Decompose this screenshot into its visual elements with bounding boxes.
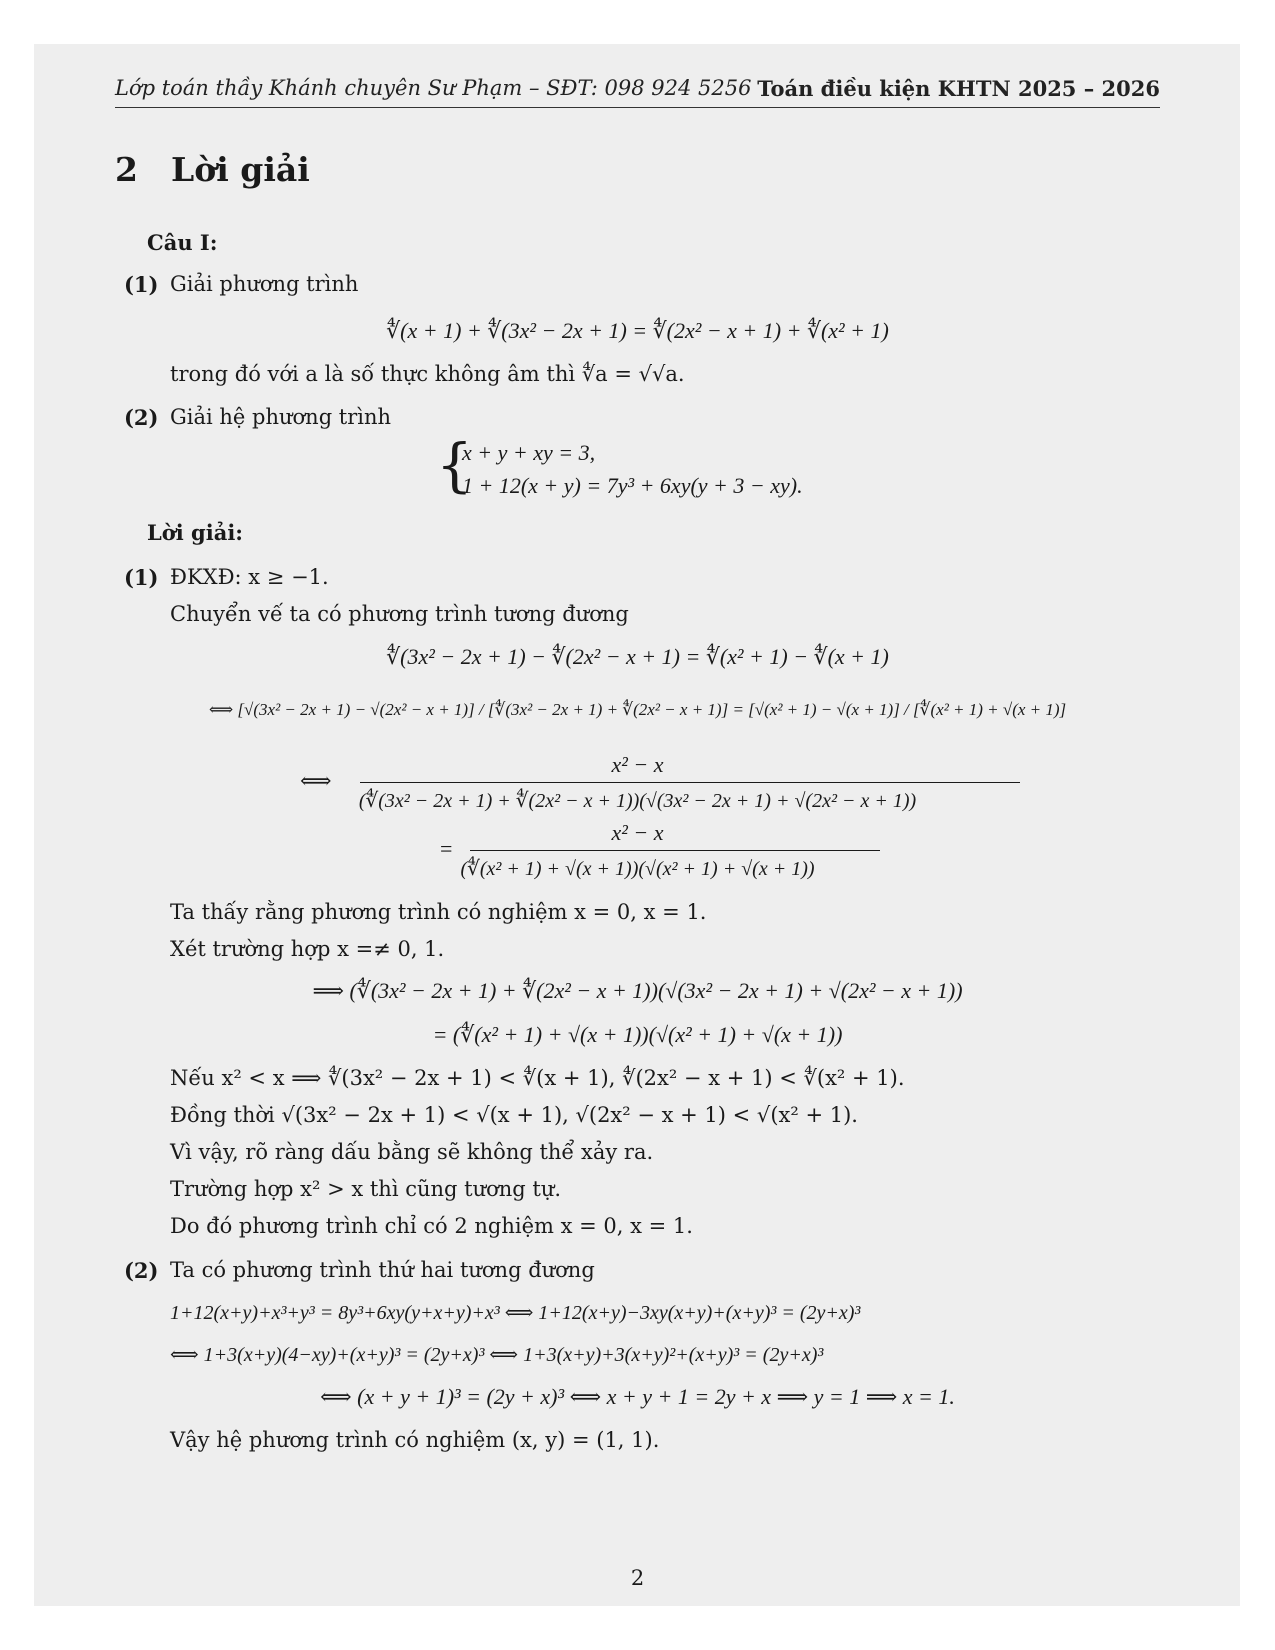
- section-number: 2: [115, 150, 138, 189]
- solution-2-math-3: ⟺ (x + y + 1)³ = (2y + x)³ ⟺ x + y + 1 = 2y + x ⟹ y = 1 ⟹ x = 1.: [320, 1384, 955, 1409]
- note-text: trong đó với a là số thực không âm thì ∜a = √√a.: [170, 362, 685, 386]
- section-heading: Lời giải: [171, 150, 310, 189]
- solution-1-math-4-numerator: x² − x: [611, 820, 664, 845]
- equivalence-symbol: ⟺: [300, 768, 332, 793]
- solution-1-math-2: ⟺ [√(3x² − 2x + 1) − √(2x² − x + 1)] / [∜(3x² − 2x + 1) + ∜(2x² − x + 1)] = [√(x² + 1) − √(x + 1)] / [∜(x² + 1) + √(x + 1)]: [208, 700, 1067, 719]
- solution-2-math-1: 1+12(x+y)+x³+y³ = 8y³+6xy(y+x+y)+x³ ⟺ 1+12(x+y)−3xy(x+y)+(x+y)³ = (2y+x)³: [170, 1302, 861, 1324]
- header-right: Toán điều kiện KHTN 2025 – 2026: [757, 76, 1160, 101]
- problem-1-text: Giải phương trình: [170, 272, 359, 296]
- problem-1-label: (1): [124, 272, 159, 297]
- solution-1-math-6: = (∜(x² + 1) + √(x + 1))(√(x² + 1) + √(x + 1)): [432, 1022, 843, 1047]
- solution-1-text-5: Vì vậy, rõ ràng dấu bằng sẽ không thể xảy ra.: [170, 1140, 654, 1164]
- solution-1-math-5: ⟹ (∜(3x² − 2x + 1) + ∜(2x² − x + 1))(√(3x² − 2x + 1) + √(2x² − x + 1)): [312, 978, 963, 1003]
- problem-2-label: (2): [124, 405, 159, 430]
- solution-1-text-1: Ta thấy rằng phương trình có nghiệm x = 0, x = 1.: [170, 900, 707, 924]
- solution-1-text-7: Do đó phương trình chỉ có 2 nghiệm x = 0, x = 1.: [170, 1214, 693, 1238]
- question-label: Câu I:: [147, 230, 218, 255]
- equals-symbol: =: [440, 836, 453, 861]
- problem-2-text: Giải hệ phương trình: [170, 405, 392, 429]
- fraction-bar-3: [360, 782, 1020, 783]
- solution-2-conclusion: Vậy hệ phương trình có nghiệm (x, y) = (1, 1).: [170, 1428, 660, 1452]
- solution-1-math-3-denominator: (∜(3x² − 2x + 1) + ∜(2x² − x + 1))(√(3x² − 2x + 1) + √(2x² − x + 1)): [358, 790, 917, 812]
- system-eq-2: 1 + 12(x + y) = 7y³ + 6xy(y + 3 − xy).: [462, 473, 803, 498]
- fraction-bar-4: [470, 850, 880, 851]
- header-rule: [115, 107, 1160, 108]
- page-number: 2: [630, 1566, 645, 1590]
- header-left: Lớp toán thầy Khánh chuyên Sư Phạm – SĐT: 098 924 5256: [115, 76, 752, 100]
- solution-2-math-2: ⟺ 1+3(x+y)(4−xy)+(x+y)³ = (2y+x)³ ⟺ 1+3(x+y)+3(x+y)²+(x+y)³ = (2y+x)³: [170, 1344, 824, 1366]
- solution-2-label: (2): [124, 1258, 159, 1283]
- solution-1-math-4-denominator: (∜(x² + 1) + √(x + 1))(√(x² + 1) + √(x + 1)): [460, 858, 815, 880]
- solution-1-label: (1): [124, 565, 159, 590]
- solution-label: Lời giải:: [147, 520, 244, 545]
- system-eq-1: x + y + xy = 3,: [462, 440, 596, 465]
- solution-1-text-3: Nếu x² < x ⟹ ∜(3x² − 2x + 1) < ∜(x + 1), ∜(2x² − x + 1) < ∜(x² + 1).: [170, 1066, 905, 1090]
- section-title: [115, 150, 310, 189]
- solution-1-text-4: Đồng thời √(3x² − 2x + 1) < √(x + 1), √(2x² − x + 1) < √(x² + 1).: [170, 1103, 858, 1127]
- solution-1-math-1: ∜(3x² − 2x + 1) − ∜(2x² − x + 1) = ∜(x² + 1) − ∜(x + 1): [386, 644, 889, 669]
- condition-text: ĐKXĐ: x ≥ −1.: [170, 565, 329, 589]
- solution-1-text-6: Trường hợp x² > x thì cũng tương tự.: [170, 1177, 562, 1201]
- equation-1: ∜(x + 1) + ∜(3x² − 2x + 1) = ∜(2x² − x + 1) + ∜(x² + 1): [386, 318, 889, 343]
- solution-1-math-3-numerator: x² − x: [611, 752, 664, 777]
- solution-2-intro: Ta có phương trình thứ hai tương đương: [170, 1258, 595, 1282]
- solution-1-text-2: Xét trường hợp x =≠ 0, 1.: [170, 937, 445, 961]
- system-brace: {: [436, 431, 473, 499]
- solution-1-intro: Chuyển vế ta có phương trình tương đương: [170, 602, 629, 626]
